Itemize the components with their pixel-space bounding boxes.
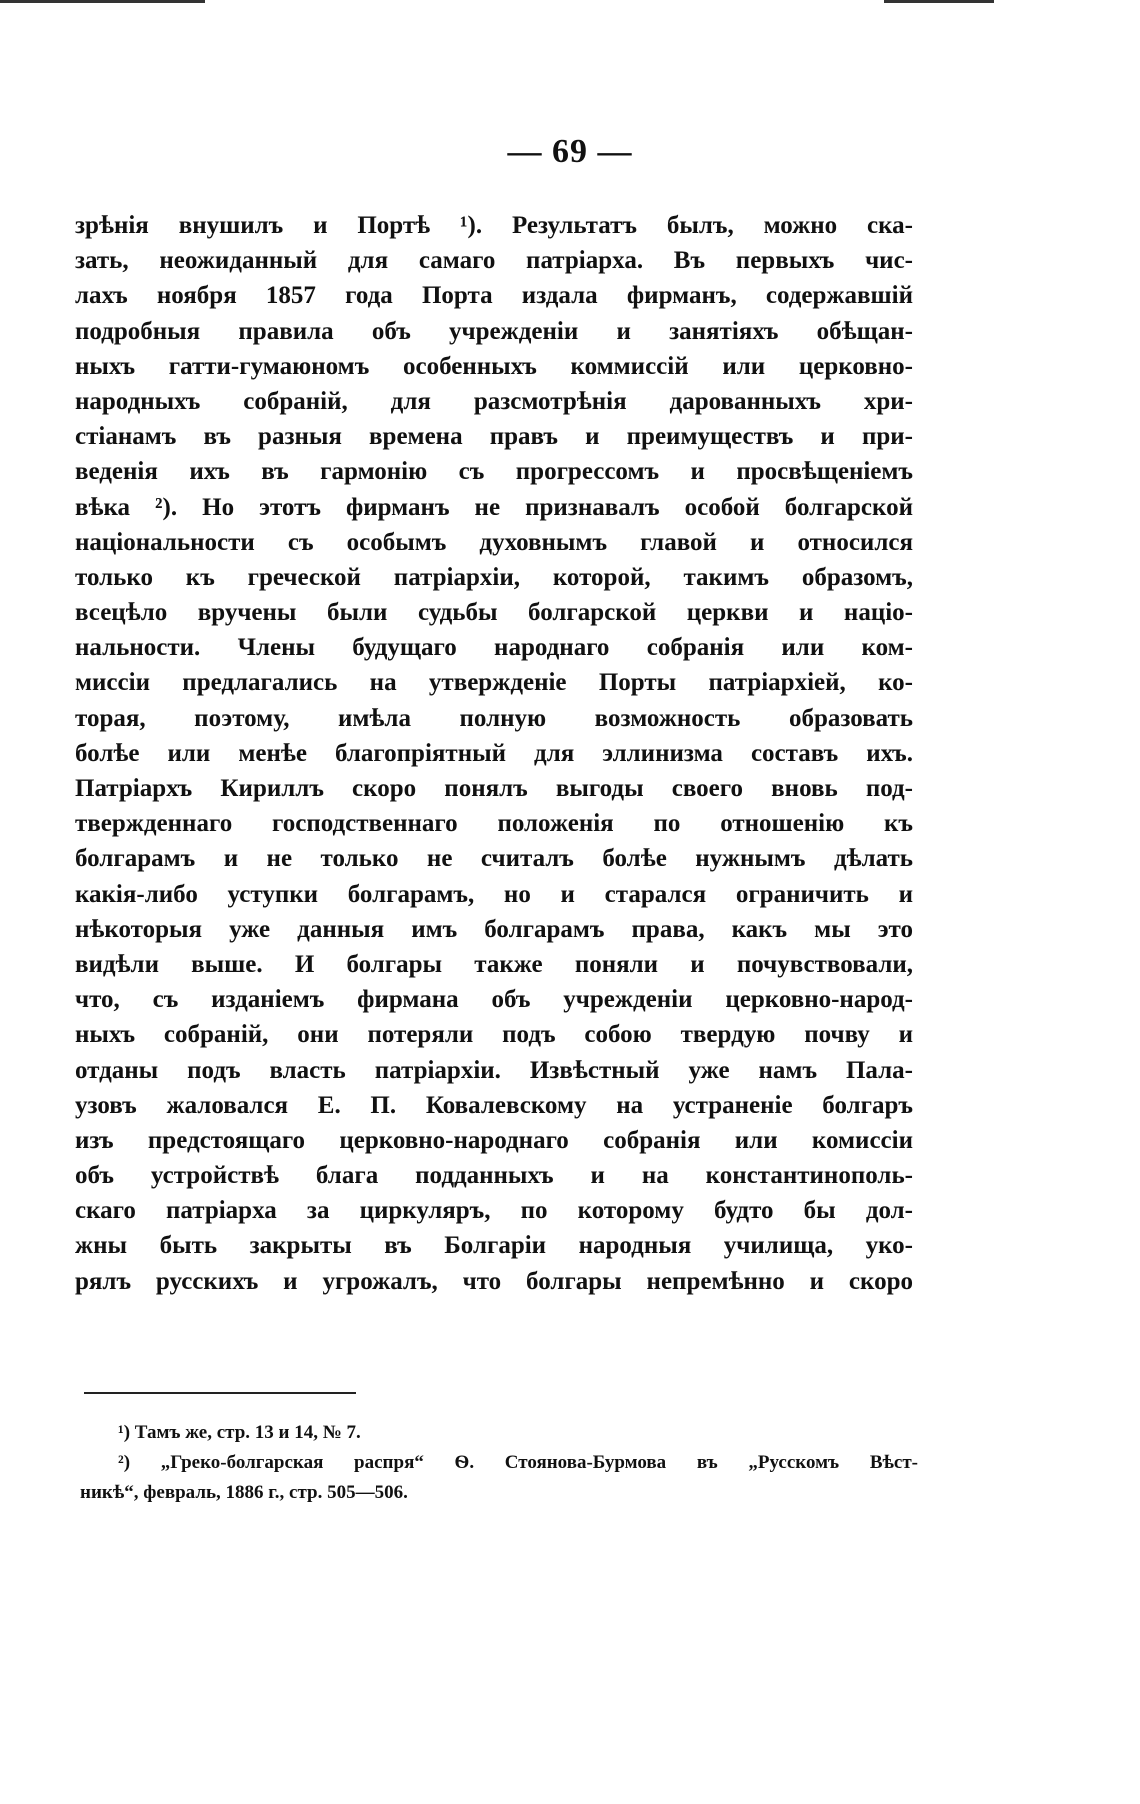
footnote-1: ¹) Тамъ же, стр. 13 и 14, № 7. [118,1422,361,1443]
body-line: нѣкоторыя уже данныя имъ болгарамъ права, какъ мы это [75,915,913,943]
body-line: изъ предстоящаго церковно-народнаго собранія или комиссіи [75,1126,913,1154]
body-line: узовъ жаловался Е. П. Ковалевскому на устраненіе болгаръ [75,1091,913,1119]
top-edge-rule-left [0,0,205,3]
body-line: всецѣло вручены были судьбы болгарской церкви и націо- [75,599,913,627]
body-line: народныхъ собраній, для разсмотрѣнія дарованныхъ хри- [75,387,913,415]
body-line: только къ греческой патріархіи, которой, такимъ образомъ, [75,563,913,591]
page-number: — 69 — [507,133,633,170]
body-line: скаго патріарха за циркуляръ, по которому будто бы дол- [75,1197,913,1225]
footnotes [80,1418,918,1508]
body-line: лахъ ноября 1857 года Порта издала фирманъ, содержавшій [75,282,913,310]
body-line: ныхъ собраній, они потеряли подъ собою твердую почву и [75,1021,913,1049]
footnote-2: ²) „Греко-болгарская распря“ Ѳ. Стоянова-Бурмова въ „Русскомъ Вѣст- [118,1452,918,1473]
body-line: видѣли выше. И болгары также поняли и почувствовали, [75,950,913,978]
footnote-separator [84,1392,356,1394]
body-line: какія-либо уступки болгарамъ, но и старался ограничить и [75,880,913,908]
body-line: твержденнаго господственнаго положенія по отношенію къ [75,810,913,838]
body-line: рялъ русскихъ и угрожалъ, что болгары непремѣнно и скоро [75,1267,913,1295]
body-line: подробныя правила объ учрежденіи и занятіяхъ обѣщан- [75,317,913,345]
body-line: національности съ особымъ духовнымъ главой и относился [75,528,913,556]
body-line: вѣка ²). Но этотъ фирманъ не признавалъ особой болгарской [75,493,913,521]
body-line: стіанамъ въ разныя времена правъ и преимуществъ и при- [75,423,913,451]
body-line: миссіи предлагались на утвержденіе Порты патріархіей, ко- [75,669,913,697]
body-line: веденія ихъ въ гармонію съ прогрессомъ и просвѣщеніемъ [75,458,913,486]
body-line: Патріархъ Кириллъ скоро понялъ выгоды своего вновь под- [75,775,913,802]
body-line: жны быть закрыты въ Болгаріи народныя училища, уко- [75,1232,913,1260]
body-line: болѣе или менѣе благопріятный для эллинизма составъ ихъ. [75,739,913,767]
body-line: зать, неожиданный для самаго патріарха. Въ первыхъ чис- [75,247,913,275]
body-line: ныхъ гатти-гумаюномъ особенныхъ коммиссій или церковно- [75,352,913,380]
body-line: торая, поэтому, имѣла полную возможность образовать [75,704,913,732]
body-line: нальности. Члены будущаго народнаго собранія или ком- [75,634,913,662]
body-text [75,208,913,1299]
body-line: что, съ изданіемъ фирмана объ учрежденіи церковно-народ- [75,986,913,1014]
body-line: отданы подъ власть патріархіи. Извѣстный уже намъ Пала- [75,1056,913,1084]
body-line: болгарамъ и не только не считалъ болѣе нужнымъ дѣлать [75,845,913,873]
body-line: объ устройствѣ блага подданныхъ и на константинополь- [75,1162,913,1190]
footnote-2-continuation: никѣ“, февраль, 1886 г., стр. 505—506. [80,1482,408,1503]
body-line: зрѣнія внушилъ и Портѣ ¹). Результатъ былъ, можно ска- [75,212,913,239]
top-edge-rule-right [884,0,994,3]
